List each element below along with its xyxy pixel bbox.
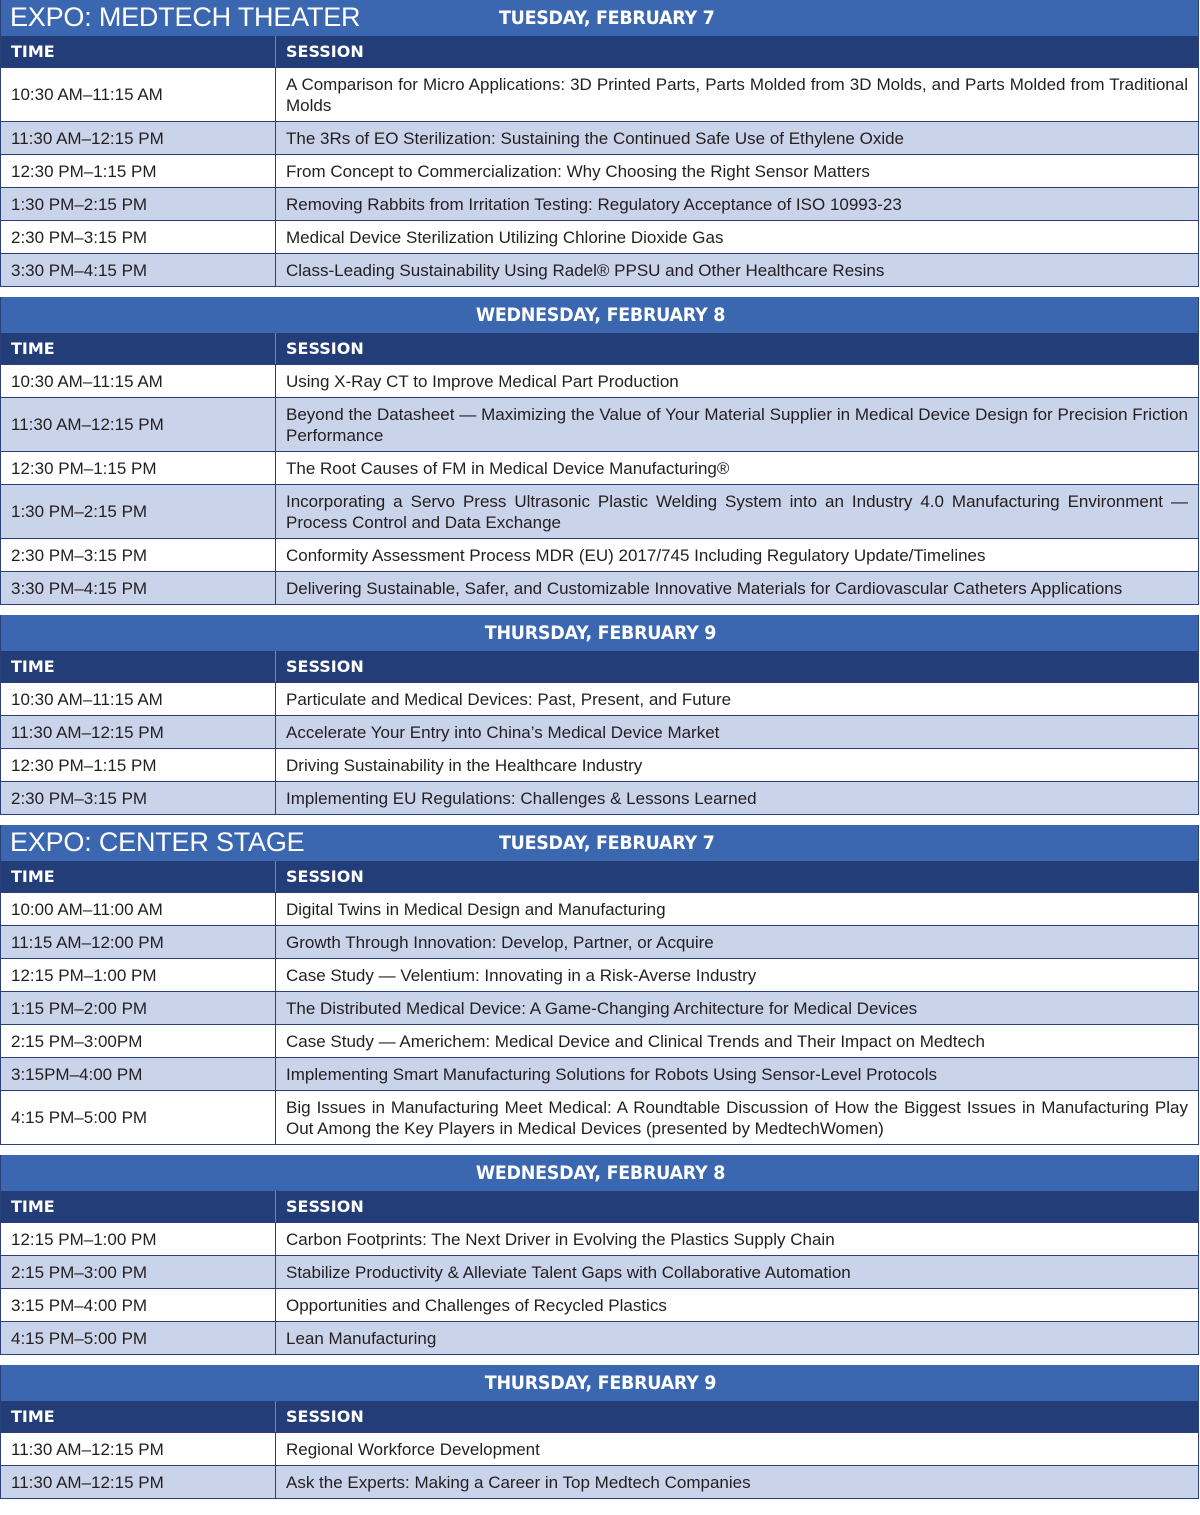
day-header bbox=[1, 1155, 1198, 1191]
session-column-header: SESSION bbox=[286, 1407, 364, 1426]
column-header-row bbox=[1, 1401, 1198, 1432]
schedule-row bbox=[1, 892, 1198, 925]
time-cell: 2:15 PM–3:00 PM bbox=[1, 1256, 276, 1288]
session-cell: The Root Causes of FM in Medical Device Manufacturing® bbox=[286, 458, 730, 478]
schedule-row bbox=[1, 538, 1198, 571]
schedule-row bbox=[1, 1024, 1198, 1057]
session-cell: Case Study — Velentium: Innovating in a Risk-Averse Industry bbox=[286, 965, 757, 985]
time-cell: 12:30 PM–1:15 PM bbox=[1, 452, 276, 484]
schedule-row bbox=[1, 715, 1198, 748]
time-cell: 11:30 AM–12:15 PM bbox=[1, 1433, 276, 1465]
day-header bbox=[1, 0, 1198, 36]
schedule-row bbox=[1, 187, 1198, 220]
schedule-row bbox=[1, 1090, 1198, 1144]
time-cell: 1:30 PM–2:15 PM bbox=[1, 188, 276, 220]
time-cell: 11:30 AM–12:15 PM bbox=[1, 398, 276, 451]
column-header-row bbox=[1, 651, 1198, 682]
venue-title: EXPO: CENTER STAGE bbox=[10, 827, 305, 857]
time-cell: 3:15PM–4:00 PM bbox=[1, 1058, 276, 1090]
session-cell: Class-Leading Sustainability Using Radel® PPSU and Other Healthcare Resins bbox=[286, 260, 885, 280]
schedule-row bbox=[1, 748, 1198, 781]
session-cell: Opportunities and Challenges of Recycled Plastics bbox=[286, 1295, 667, 1315]
schedule-row bbox=[1, 1465, 1198, 1498]
schedule-section bbox=[0, 0, 1199, 287]
session-cell: Implementing EU Regulations: Challenges & Lessons Learned bbox=[286, 788, 757, 808]
time-cell: 12:15 PM–1:00 PM bbox=[1, 1223, 276, 1255]
session-cell: Accelerate Your Entry into China’s Medical Device Market bbox=[286, 722, 720, 742]
time-cell: 12:15 PM–1:00 PM bbox=[1, 959, 276, 991]
session-cell: Ask the Experts: Making a Career in Top Medtech Companies bbox=[286, 1472, 751, 1492]
session-cell: Regional Workforce Development bbox=[286, 1439, 540, 1459]
schedule-section bbox=[0, 1155, 1199, 1355]
schedule-row bbox=[1, 1321, 1198, 1354]
column-header-row bbox=[1, 333, 1198, 364]
time-cell: 2:30 PM–3:15 PM bbox=[1, 539, 276, 571]
session-column-header: SESSION bbox=[286, 1197, 364, 1216]
schedule-row bbox=[1, 958, 1198, 991]
schedule-row bbox=[1, 451, 1198, 484]
time-cell: 12:30 PM–1:15 PM bbox=[1, 155, 276, 187]
schedule-row bbox=[1, 484, 1198, 538]
schedule-section bbox=[0, 615, 1199, 815]
time-cell: 4:15 PM–5:00 PM bbox=[1, 1322, 276, 1354]
schedule-section bbox=[0, 1365, 1199, 1499]
session-cell: From Concept to Commercialization: Why Choosing the Right Sensor Matters bbox=[286, 161, 870, 181]
schedule-row bbox=[1, 925, 1198, 958]
session-cell: Driving Sustainability in the Healthcare Industry bbox=[286, 755, 643, 775]
schedule-row bbox=[1, 121, 1198, 154]
session-cell: Incorporating a Servo Press Ultrasonic Plastic Welding System into an Industry 4.0 Manufacturing Environment — Process Control and Data Exchange bbox=[286, 491, 1188, 532]
session-cell: Removing Rabbits from Irritation Testing: Regulatory Acceptance of ISO 10993-23 bbox=[286, 194, 902, 214]
session-cell: Growth Through Innovation: Develop, Partner, or Acquire bbox=[286, 932, 714, 952]
time-cell: 10:30 AM–11:15 AM bbox=[1, 68, 276, 121]
schedule-row bbox=[1, 1057, 1198, 1090]
schedule-row bbox=[1, 781, 1198, 814]
session-cell: The Distributed Medical Device: A Game-Changing Architecture for Medical Devices bbox=[286, 998, 918, 1018]
time-cell: 11:30 AM–12:15 PM bbox=[1, 716, 276, 748]
schedule-row bbox=[1, 682, 1198, 715]
time-cell: 10:30 AM–11:15 AM bbox=[1, 683, 276, 715]
session-cell: The 3Rs of EO Sterilization: Sustaining the Continued Safe Use of Ethylene Oxide bbox=[286, 128, 905, 148]
time-cell: 10:30 AM–11:15 AM bbox=[1, 365, 276, 397]
time-cell: 2:30 PM–3:15 PM bbox=[1, 782, 276, 814]
time-cell: 3:15 PM–4:00 PM bbox=[1, 1289, 276, 1321]
session-cell: Conformity Assessment Process MDR (EU) 2017/745 Including Regulatory Update/Timelines bbox=[286, 545, 986, 565]
session-cell: Digital Twins in Medical Design and Manufacturing bbox=[286, 899, 666, 919]
time-cell: 12:30 PM–1:15 PM bbox=[1, 749, 276, 781]
time-column-header: TIME bbox=[1, 1401, 276, 1432]
venue-title: EXPO: MEDTECH THEATER bbox=[10, 2, 361, 32]
schedule-section bbox=[0, 297, 1199, 605]
session-cell: Stabilize Productivity & Alleviate Talent Gaps with Collaborative Automation bbox=[286, 1262, 851, 1282]
time-column-header: TIME bbox=[1, 861, 276, 892]
time-column-header: TIME bbox=[1, 651, 276, 682]
time-cell: 11:30 AM–12:15 PM bbox=[1, 1466, 276, 1498]
column-header-row bbox=[1, 861, 1198, 892]
time-column-header: TIME bbox=[1, 1191, 276, 1222]
session-cell: A Comparison for Micro Applications: 3D Printed Parts, Parts Molded from 3D Molds, and Parts Molded from Traditional Molds bbox=[286, 74, 1188, 115]
session-column-header: SESSION bbox=[286, 339, 364, 358]
time-cell: 10:00 AM–11:00 AM bbox=[1, 893, 276, 925]
schedule-row bbox=[1, 571, 1198, 604]
time-cell: 11:30 AM–12:15 PM bbox=[1, 122, 276, 154]
day-title: TUESDAY, FEBRUARY 7 bbox=[499, 832, 715, 854]
time-cell: 11:15 AM–12:00 PM bbox=[1, 926, 276, 958]
day-title: TUESDAY, FEBRUARY 7 bbox=[499, 7, 715, 29]
time-cell: 4:15 PM–5:00 PM bbox=[1, 1091, 276, 1144]
session-cell: Big Issues in Manufacturing Meet Medical: A Roundtable Discussion of How the Biggest Issues in Manufacturing Play Out Among the Key Players in Medical Devices (presented by MedtechWomen) bbox=[286, 1097, 1188, 1138]
day-header bbox=[1, 825, 1198, 861]
session-cell: Carbon Footprints: The Next Driver in Evolving the Plastics Supply Chain bbox=[286, 1229, 835, 1249]
session-cell: Delivering Sustainable, Safer, and Customizable Innovative Materials for Cardiovascular Catheters Applications bbox=[286, 578, 1123, 598]
day-header bbox=[1, 297, 1198, 333]
column-header-row bbox=[1, 1191, 1198, 1222]
time-cell: 1:15 PM–2:00 PM bbox=[1, 992, 276, 1024]
session-cell: Lean Manufacturing bbox=[286, 1328, 437, 1348]
day-header bbox=[1, 615, 1198, 651]
day-title: THURSDAY, FEBRUARY 9 bbox=[484, 1372, 717, 1394]
section-gap bbox=[0, 1145, 1200, 1155]
time-cell: 3:30 PM–4:15 PM bbox=[1, 254, 276, 286]
session-column-header: SESSION bbox=[286, 42, 364, 61]
schedule-row bbox=[1, 154, 1198, 187]
day-title: WEDNESDAY, FEBRUARY 8 bbox=[475, 1162, 726, 1184]
schedule-row bbox=[1, 67, 1198, 121]
section-gap bbox=[0, 815, 1200, 825]
schedule-row bbox=[1, 1288, 1198, 1321]
schedule-row bbox=[1, 397, 1198, 451]
session-column-header: SESSION bbox=[286, 867, 364, 886]
schedule-row bbox=[1, 991, 1198, 1024]
schedule-row bbox=[1, 220, 1198, 253]
time-cell: 1:30 PM–2:15 PM bbox=[1, 485, 276, 538]
session-cell: Beyond the Datasheet — Maximizing the Value of Your Material Supplier in Medical Device Design for Precision Friction Performance bbox=[286, 404, 1188, 445]
day-header bbox=[1, 1365, 1198, 1401]
session-column-header: SESSION bbox=[286, 657, 364, 676]
session-cell: Using X-Ray CT to Improve Medical Part Production bbox=[286, 371, 679, 391]
session-cell: Medical Device Sterilization Utilizing Chlorine Dioxide Gas bbox=[286, 227, 724, 247]
day-title: THURSDAY, FEBRUARY 9 bbox=[484, 622, 717, 644]
time-cell: 2:15 PM–3:00PM bbox=[1, 1025, 276, 1057]
session-cell: Implementing Smart Manufacturing Solutions for Robots Using Sensor-Level Protocols bbox=[286, 1064, 938, 1084]
section-gap bbox=[0, 605, 1200, 615]
session-cell: Case Study — Americhem: Medical Device and Clinical Trends and Their Impact on Medtech bbox=[286, 1031, 985, 1051]
schedule-row bbox=[1, 1432, 1198, 1465]
time-column-header: TIME bbox=[1, 36, 276, 67]
schedule-section bbox=[0, 825, 1199, 1145]
column-header-row bbox=[1, 36, 1198, 67]
schedule-row bbox=[1, 1255, 1198, 1288]
time-cell: 2:30 PM–3:15 PM bbox=[1, 221, 276, 253]
time-cell: 3:30 PM–4:15 PM bbox=[1, 572, 276, 604]
schedule-row bbox=[1, 1222, 1198, 1255]
day-title: WEDNESDAY, FEBRUARY 8 bbox=[475, 304, 726, 326]
schedule-row bbox=[1, 253, 1198, 286]
session-cell: Particulate and Medical Devices: Past, Present, and Future bbox=[286, 689, 732, 709]
schedule-row bbox=[1, 364, 1198, 397]
section-gap bbox=[0, 1355, 1200, 1365]
time-column-header: TIME bbox=[1, 333, 276, 364]
section-gap bbox=[0, 287, 1200, 297]
